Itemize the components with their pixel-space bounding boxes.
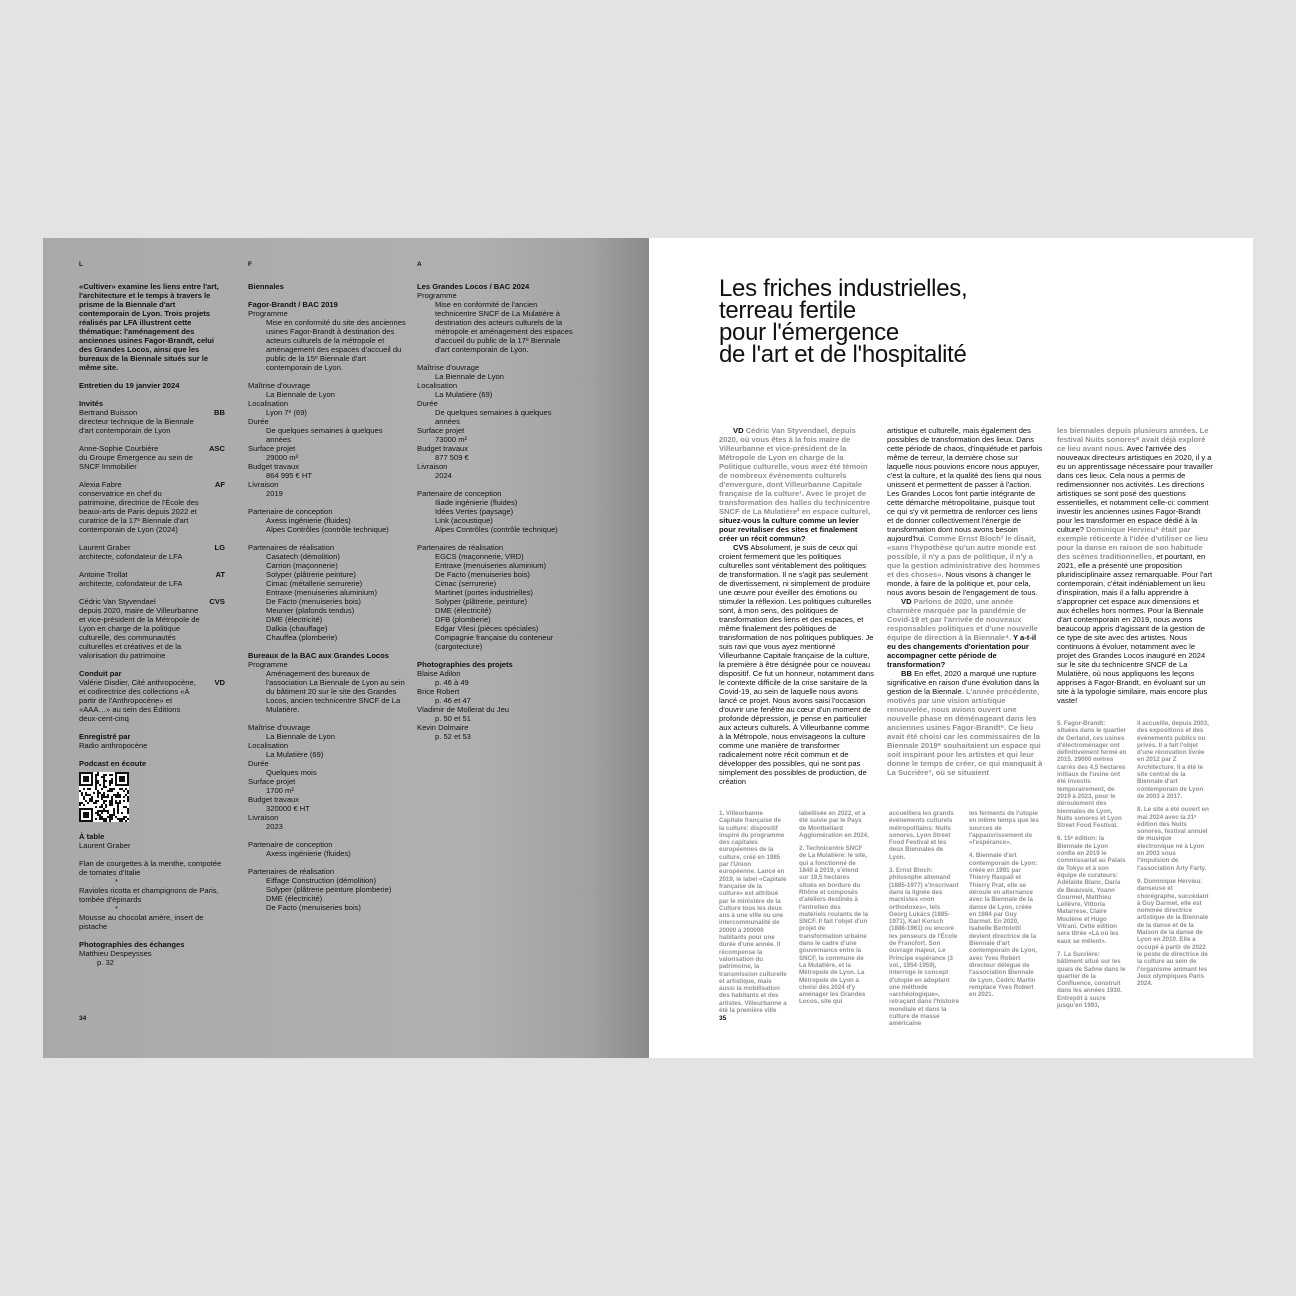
speaker-tag: VD (901, 597, 912, 606)
fact-value: La Mulatière (69) (435, 390, 493, 399)
question-text: les biennales depuis plusieurs années. Le festival Nuits sonores⁸ avait déjà exploré ce lieu avant nous. (1057, 426, 1209, 453)
fact-label: Durée (248, 759, 269, 768)
guest-entry (79, 597, 225, 660)
photos-page: p. 32 (97, 958, 114, 967)
podcast-heading: Podcast en écoute (79, 759, 147, 768)
partner-item: Entraxe (menuiseries aluminium) (266, 588, 377, 597)
partner-item: Dalkia (chauffage) (266, 624, 328, 633)
led-text: Valérie Disdier, Cité anthropocène, et codirectrice des collections «À partir de l'Anthropocène» et «AAA…» au sein des Éditions deux-cent-cinq (79, 678, 196, 723)
design-heading: Partenaire de conception (248, 840, 333, 849)
footnote: les ferments de l'utopie en même temps que les sources de l'appauvrissement de «l'espérance». (969, 810, 1039, 847)
column-letter: A (417, 261, 422, 268)
guest-entry (79, 543, 225, 561)
fact-label: Surface projet (417, 426, 465, 435)
fact-value: Mise en conformité de l'ancien technicentre SNCF de La Mulatière à destination des acteurs culturels de la métropole et aménagement des espaces d'accueil du public de la 17ᵉ Biennale d'art contemporain de Lyon. (435, 300, 573, 354)
build-partners (248, 876, 408, 912)
project-facts (248, 660, 408, 840)
guests-list (79, 408, 225, 669)
footnote: 5. Fagor-Brandt: situées dans le quartier de Gerland, ces usines d'électroménager ont définitivement fermé en 2015. 29000 mètres carrés des 4,5 hectares initiaux de l'usine ont été investis temporairement, de 2019 à 2023, pour le déroulement des biennales de Lyon, Nuits sonores et Lyon Street Food Festival. (1057, 720, 1127, 830)
led-tag: VD (214, 678, 225, 687)
fact-value: 877 509 € (435, 453, 469, 462)
photos-heading: Photographies des échanges (79, 940, 185, 949)
footnote: labellisée en 2022, et a été suivie par le Pays de Montbéliard Agglomération en 2024. (799, 810, 869, 839)
fact-value: 2019 (266, 489, 283, 498)
section-heading: Biennales (248, 282, 284, 291)
guest-role: architecte, cofondateur de LFA (79, 579, 183, 588)
partner-item: Link (acoustique) (435, 516, 493, 525)
partner-item: DME (électricité) (435, 606, 492, 615)
fact-label: Livraison (417, 462, 448, 471)
footnote: 1. Villeurbanne Capitale française de la culture: dispositif inspiré du programme des capitales européennes de la culture, créé en 1985 par l'Union européenne. Lancé en 2019, le label «Capitale française de la culture» est attribué par le ministère de la Culture tous les deux ans à une ville ou une intercommunalité de 20000 à 200000 habitants pour une durée d'une année. Il récompense la valorisation du patrimoine, la transmission culturelle et artistique, mais aussi la mobilisation des habitants et des artistes. Villeurbanne a été la première ville (719, 810, 787, 1015)
fact-value: De quelques semaines à quelques années (435, 408, 552, 426)
fact-value: 2024 (435, 471, 452, 480)
footnotes-column (969, 810, 1039, 1004)
book-spread (43, 238, 1253, 1058)
footnotes-column (1057, 720, 1127, 1015)
project-title: Les Grandes Locos / BAC 2024 (417, 282, 530, 291)
speaker-tag: BB (901, 669, 912, 678)
fact-value: La Biennale de Lyon (435, 372, 504, 381)
fact-label: Budget travaux (417, 444, 469, 453)
guest-role: depuis 2020, maire de Villeurbanne et vice-président de la Métropole de Lyon en charge de la politique culturelle, des communautés culturelles et créatives et de la valorisation du patrimoine (79, 606, 200, 660)
photos-heading: Photographies des projets (417, 660, 513, 669)
guest-role: directeur technique de la Biennale d'art contemporain de Lyon (79, 417, 194, 435)
footnotes-column (889, 810, 959, 1034)
table-chef: Laurent Graber (79, 841, 131, 850)
partner-item: DFB (plomberie) (435, 615, 491, 624)
build-heading: Partenaires de réalisation (248, 867, 335, 876)
left-page (43, 238, 649, 1058)
footnote: 4. Biennale d'art contemporain de Lyon: créée en 1991 par Thierry Raspail et Thierry Prat, elle se déroule en alternance avec la Biennale de la danse de Lyon, créée en 1984 par Guy Darmet. En 2020, Isabelle Bertolotti devient directrice de la Biennale d'art contemporain de Lyon, avec Yves Robert directeur délégué de l'association Biennale de Lyon. Cédric Martin remplace Yves Robert en 2021. (969, 852, 1038, 999)
guest-name: Bertrand Buisson (79, 408, 138, 417)
fact-value: 320000 € HT (266, 804, 310, 813)
partner-item: Idées Vertes (paysage) (435, 507, 514, 516)
fact-label: Livraison (248, 480, 279, 489)
fact-label: Surface projet (248, 777, 296, 786)
fact-value: 1700 m² (266, 786, 294, 795)
footnotes-column (719, 810, 787, 1020)
intro-text: «Cultiver» examine les liens entre l'art, l'architecture et le temps à travers le prisme de la Biennale d'art contemporain de Lyon. Trois projets réalisés par LFA illustrent cette thématique: l'aménagement des anciennes usines Fagor-Brandt, celui des Grandes Locos, ainsi que les bureaux de la Biennale situés sur le même site. (79, 282, 219, 372)
fact-value: Mise en conformité du site des anciennes usines Fagor-Brandt à destination des acteurs culturels de la métropole et aménagement des espaces d'accueil du public de la 15ᵉ Biennale d'art contemporain de Lyon. (266, 318, 406, 372)
partner-item: Compagnie française du conteneur (cargotecture) (435, 633, 554, 651)
fact-label: Programme (248, 309, 288, 318)
partner-item: Alpes Contrôles (contrôle technique) (435, 525, 558, 534)
footnote: 8. Le site a été ouvert en mai 2024 avec la 21ᵉ édition des Nuits sonores, festival annuel de musique électronique né à Lyon en 2003 sous l'impulsion de l'association Arty Farty. (1137, 806, 1209, 872)
partner-item: Axess ingénierie (fluides) (266, 516, 351, 525)
photo-credit-name: Vladimir de Mollerat du Jeu (417, 705, 510, 714)
menu-item: Ravioles ricotta et champignons de Paris, tombée d'épinards (79, 886, 219, 904)
fact-value: Quelques mois (266, 768, 317, 777)
partner-item: Cimac (métallerie serrurerie) (266, 579, 363, 588)
guest-entry (79, 480, 225, 534)
led-heading: Conduit par (79, 669, 122, 678)
footnote: 6. 15ᵉ édition: la Biennale de Lyon confie en 2019 le commissariat au Palais de Tokyo et à son équipe de curateurs: Adélaïde Blanc, Daria de Beauvais, Yoann Gourmel, Matthieu Lelièvre, Vittoria Matarrese, Claire Moulène et Hugo Vitrani. Cette édition sera titrée «Là où les eaux se mêlent». (1057, 835, 1126, 945)
fact-label: Durée (248, 417, 269, 426)
partner-item: Iliade ingénierie (fluides) (435, 498, 518, 507)
partner-item: Entraxe (menuiseries aluminium) (435, 561, 546, 570)
guest-role: architecte, cofondateur de LFA (79, 552, 183, 561)
question-text: Parlons de 2020, une année charnière marquée par la pandémie de Covid-19 et par l'arrivée de nouveaux responsables politiques et d'une nouvelle équipe de direction à la Biennale⁴. (887, 597, 1038, 642)
fact-label: Livraison (248, 813, 279, 822)
answer-text: et pourtant, en 2021, elle a présenté une proposition pluridisciplinaire assez remarquable. Pour l'art contemporain, c'était indéniablement un lieu d'inspiration, mais il a fallu apprendre à s'approprier cet espace aux dimensions et aux échelles hors normes. Pour la Biennale d'art contemporain en 2019, nous avons beaucoup appris d'agissant de la gestion de ce type de site avec des artistes. Nous continuons à évoluer, notamment avec le projet des Grandes Locos inauguré en 2024 sur le site du technicentre SNCF de La Mulatière, où nous appliquons les leçons apprises à Fagor-Brandt, en évoluant sur un site à la typologie similaire, mais encore plus vaste! (1057, 552, 1213, 705)
fact-value: La Mulatière (69) (266, 750, 324, 759)
column-letter: L (79, 261, 83, 268)
photo-credit-name: Kevin Dolmaire (417, 723, 469, 732)
partner-item: Solyper (plâtrerie peinture) (266, 570, 356, 579)
footnotes-column (1137, 720, 1209, 993)
fact-label: Localisation (248, 741, 289, 750)
fact-value: 73000 m² (435, 435, 468, 444)
fact-label: Surface projet (248, 444, 296, 453)
footnote: accueillera les grands événements culturels métropolitains: Nuits sonores, Lyon Street Food Festival et les deux Biennales de Lyon. (889, 810, 954, 861)
credits-column-a (417, 260, 577, 741)
title-line: Les friches industrielles, (719, 275, 968, 302)
guest-entry (79, 570, 225, 588)
photo-credit-name: Blaise Adilon (417, 669, 461, 678)
question-text: Comme Ernst Bloch³ le disait, «sans l'hypothèse qu'un autre monde est possible, il n'y a pas de politique, il n'y a que la gestion administrative des hommes et des choses». (887, 534, 1041, 579)
partner-item: Casatech (démolition) (266, 552, 340, 561)
title-line: pour l'émergence (719, 319, 899, 346)
credits-column-f (248, 260, 408, 912)
footnote: il accueille, depuis 2003, des expositions et des événements publics ou privés. Il a fait l'objet d'une rénovation livrée en 2012 par Z Architecture. Il a été le site central de la Biennale d'art contemporain de Lyon de 2003 à 2017. (1137, 720, 1209, 800)
fact-label: Budget travaux (248, 462, 300, 471)
body-column-1 (719, 426, 875, 786)
footnote: 9. Dominique Hervieu: danseuse et chorégraphe, succédant à Guy Darmet, elle est nommée directrice artistique de la Biennale de la danse et de la Maison de la danse de Lyon en 2010. Elle a occupé à partir de 2022 le poste de directrice de la culture au sein de l'organisme animant les Jeux olympiques Paris 2024. (1137, 877, 1209, 988)
question-text: Cédric Van Styvendael, depuis 2020, où vous êtes à la fois maire de Villeurbanne et vice-président de la Métropole de Lyon en charge de la Politique culturelle, vous avez été témoin de nombreux événements culturels d'envergure, dont Villeurbanne Capitale française de la culture¹. Avec le projet de transformation des halles du technicentre SNCF de La Mulatière² en espace culturel, (719, 426, 871, 516)
fact-value: 29000 m² (266, 453, 299, 462)
guest-tag: ASC (208, 444, 225, 453)
partner-item: Edgar Vilesi (pièces spéciales) (435, 624, 539, 633)
recorded-text: Radio anthropocène (79, 741, 148, 750)
guests-heading: Invités (79, 399, 104, 408)
project-facts (417, 291, 577, 489)
body-column-2 (887, 426, 1044, 777)
project-facts (248, 309, 408, 507)
project-title: Bureaux de la BAC aux Grandes Locos (248, 651, 389, 660)
fact-label: Durée (417, 399, 438, 408)
build-heading: Partenaires de réalisation (417, 543, 504, 552)
project-title: Fagor-Brandt / BAC 2019 (248, 300, 338, 309)
partner-item: Eiffage Construction (démolition) (266, 876, 377, 885)
design-partners (248, 516, 408, 534)
partner-item: Meunier (plafonds tendus) (266, 606, 355, 615)
partner-item: Solyper (plâtrerie peinture plomberie) (266, 885, 392, 894)
page-number: 35 (719, 1015, 727, 1022)
guest-role: conservatrice en chef du patrimoine, directrice de l'École des beaux-arts de Paris depuis 2022 et curatrice de la 17ᵉ Biennale d'art contemporain de Lyon (2024) (79, 489, 199, 534)
column-letter: F (248, 261, 252, 268)
design-partners (248, 849, 408, 858)
question-emphasis: Y a-t-il eu des changements d'orientation pour accompagner cette période de transformation? (887, 633, 1037, 669)
photo-credit-name: Brice Robert (417, 687, 460, 696)
design-heading: Partenaire de conception (417, 489, 502, 498)
guest-name: Alexia Fabre (79, 480, 122, 489)
guest-role: du Groupe Émergence au sein de SNCF Immobilier (79, 453, 193, 471)
partner-item: De Facto (menuiseries bois) (266, 903, 361, 912)
fact-label: Maîtrise d'ouvrage (248, 381, 311, 390)
guest-tag: AF (214, 480, 225, 489)
partner-item: DME (électricité) (266, 615, 323, 624)
fact-label: Programme (248, 660, 288, 669)
guest-name: Cédric Van Styvendael (79, 597, 156, 606)
build-partners (248, 552, 408, 642)
guest-entry (79, 444, 225, 471)
design-partners (417, 498, 577, 534)
partner-item: EGCS (maçonnerie, VRD) (435, 552, 524, 561)
question-text: L'année précédente, motivés par une vision artistique renouvelée, nous avions ouvert une nouvelle phase en déménageant dans les anciennes usines Fagor-Brandt⁵. Ce lieu avait été choisi car les commissaires de la Biennale 2019⁶ souhaitaient un espace qui soit inspirant pour les artistes et qui leur donne le temps de créer, ce qui manquait à La Sucrière⁷, où se situaient (887, 687, 1043, 777)
photo-credit-page: p. 52 et 53 (435, 732, 471, 741)
menu-item: Flan de courgettes à la menthe, compotée de tomates d'Italie (79, 859, 222, 877)
partner-item: DME (électricité) (266, 894, 323, 903)
fact-value: La Biennale de Lyon (266, 390, 335, 399)
speaker-tag: CVS (733, 543, 749, 552)
fact-value: Aménagement des bureaux de l'association La Biennale de Lyon au sein du bâtiment 20 sur le site des Grandes Locos, ancien technicentre SNCF de La Mulatière. (266, 669, 405, 714)
partner-item: Carrion (maçonnerie) (266, 561, 338, 570)
footnote: 3. Ernst Bloch: philosophe allemand (1885-1977) s'inscrivant dans la lignée des marxistes «non orthodoxes», tels Georg Lukács (1885-1971), Karl Korsch (1886-1961) ou encore les penseurs de l'École de Francfort. Son ouvrage majeur, Le Principe espérance (3 vol., 1954-1959), interroge le concept d'utopie en adoptant une méthode «archéologique», retraçant dans l'histoire mondiale et dans la culture de masse américaine (889, 867, 959, 1028)
fact-value: 864 995 € HT (266, 471, 313, 480)
partner-item: Martinet (portes industrielles) (435, 588, 533, 597)
guest-name: Antoine Trollat (79, 570, 128, 579)
page-number: 34 (79, 1015, 87, 1022)
guest-name: Anne-Sophie Courbière (79, 444, 159, 453)
menu-item: Mousse au chocolat amère, insert de pistache (79, 913, 204, 931)
partner-item: Cimac (serrurerie) (435, 579, 497, 588)
guest-tag: AT (215, 570, 225, 579)
title-line: de l'art et de l'hospitalité (719, 341, 967, 368)
photo-credit-page: p. 46 à 49 (435, 678, 469, 687)
fact-label: Budget travaux (248, 795, 300, 804)
question-emphasis: situez-vous la culture comme un levier pour revitaliser des sites et finalement créer un récit commun? (719, 516, 859, 543)
answer-text: En effet, 2020 a marqué une rupture significative en raison d'une évolution dans la gestion de la Biennale. (887, 669, 1040, 696)
partner-item: Axess ingénierie (fluides) (266, 849, 351, 858)
design-heading: Partenaire de conception (248, 507, 333, 516)
build-partners (417, 552, 577, 651)
led-by (79, 669, 225, 723)
menu-separator: * (115, 904, 118, 913)
guest-tag: LG (214, 543, 225, 552)
partner-item: De Facto (menuiseries bois) (266, 597, 361, 606)
menu-separator: * (115, 877, 118, 886)
qr-code[interactable] (79, 772, 129, 822)
interview-date: Entretien du 19 janvier 2024 (79, 381, 180, 390)
fact-value: De quelques semaines à quelques années (266, 426, 383, 444)
partner-item: Alpes Contrôles (contrôle technique) (266, 525, 389, 534)
answer-text: Avec l'arrivée des nouveaux directeurs artistiques en 2020, il y a eu un apprentissage nécessaire pour travailler dans ces lieux. Cela nous a permis de redimensionner nos activités. Les directions artistiques se sont posé des questions essentielles, et notamment celle-ci: comment investir les anciennes usines Fagor-Brandt pour les transformer en espace dédié à la culture? (1057, 444, 1213, 534)
fact-label: Maîtrise d'ouvrage (248, 723, 311, 732)
guest-entry (79, 408, 225, 435)
article-title (719, 275, 968, 368)
partner-item: Chauffea (plomberie) (266, 633, 338, 642)
answer-text: artistique et culturelle, mais également des possibles de transformation des lieux. Dans cette période de chaos, d'inquiétude et parfois même de terreur, la dernière chose sur laquelle nous pouvions encore nous appuyer, c'est la culture, et la qualité des liens qui nous unissent et permettent de passer à l'action. Les Grandes Locos font partie intégrante de cette démarche métropolitaine, puisque tout ce qui s'y vit permettra de renforcer ces liens et de donner collectivement l'énergie de transformation dont nous avons besoin aujourd'hui. (887, 426, 1043, 543)
build-heading: Partenaires de réalisation (248, 543, 335, 552)
fact-label: Maîtrise d'ouvrage (417, 363, 480, 372)
fact-label: Localisation (417, 381, 458, 390)
footnotes-column (799, 810, 869, 1012)
photo-credit-page: p. 46 et 47 (435, 696, 471, 705)
speaker-tag: VD (733, 426, 744, 435)
question-text: Dominique Hervieu⁹ était par exemple réticente à l'idée d'utiliser ce lieu pour la danse en raison de son habitude des scènes traditionnelles, (1057, 525, 1208, 561)
right-page (649, 238, 1253, 1058)
fact-value: La Biennale de Lyon (266, 732, 335, 741)
recorded-heading: Enregistré par (79, 732, 131, 741)
fact-value: Lyon 7ᵉ (69) (266, 408, 307, 417)
photo-credit-page: p. 50 et 51 (435, 714, 471, 723)
answer-text: Nous visons à changer le monde, à faire de la politique et, pour cela, nous avons besoin de l'engagement de tous. (887, 570, 1038, 597)
body-column-3 (1057, 426, 1213, 705)
title-line: terreau fertile (719, 297, 856, 324)
answer-text: Absolument, je suis de ceux qui croient fermement que les politiques culturelles sont véritablement des politiques de transformation. Il ne s'agit pas seulement de divertissement, ni simplement de produire une œuvre pour éveiller des émotions ou stimuler la réflexion. Les politiques culturelles sont, à mon sens, des politiques de transformation des liens et des espaces, et même finalement des politiques de transformation de nos politiques publiques. Je suis ravi que vous ayez mentionné Villeurbanne Capitale française de la culture, la première à être désignée pour ce nouveau dispositif. Ce fut un honneur, notamment dans le contexte difficile de la crise sanitaire de la Covid-19, au sein de laquelle nous avons lancé ce projet. Nous avons saisi l'occasion d'ouvrir une fenêtre au cœur d'un moment de profonde dépression, je pense en particulier aux acteurs culturels. À Villeurbanne comme à la Métropole, nous envisageons la culture comme une manière de transformer radicalement notre récit commun et de développer des possibles, qui ne sont pas simplement des possibles de production, de création (719, 543, 874, 786)
partner-item: De Facto (menuiseries bois) (435, 570, 530, 579)
guest-name: Laurent Graber (79, 543, 131, 552)
fact-value: 2023 (266, 822, 283, 831)
credits-column-l (79, 260, 225, 967)
footnote: 7. La Sucrière: bâtiment situé sur les quais de Saône dans le quartier de la Confluence, construit dans les années 1930. Entrepôt à sucre jusqu'en 1993, (1057, 950, 1126, 1009)
table-heading: À table (79, 832, 105, 841)
guest-tag: CVS (209, 597, 225, 606)
menu-list (79, 859, 225, 931)
fact-label: Localisation (248, 399, 289, 408)
fact-label: Programme (417, 291, 457, 300)
photos-name: Matthieu Despeysses (79, 949, 152, 958)
photo-credits (417, 669, 577, 741)
guest-tag: BB (214, 408, 225, 417)
footnote: 2. Technicentre SNCF de La Mulatière: le site, qui a fonctionné de 1840 à 2019, s'étend sur 19,5 hectares situés en bordure du Rhône et composés d'ateliers destinés à l'entretien des matériels roulants de la SNCF. Il fait l'objet d'un projet de transformation urbaine dans le cadre d'une gouvernance entre la SNCF, la commune de La Mulatière, et la Métropole de Lyon. La Métropole de Lyon a choisi dès 2024 d'y aménager les Grandes Locos, site qui (799, 845, 869, 1006)
partner-item: Solyper (plâtrerie, peinture) (435, 597, 528, 606)
